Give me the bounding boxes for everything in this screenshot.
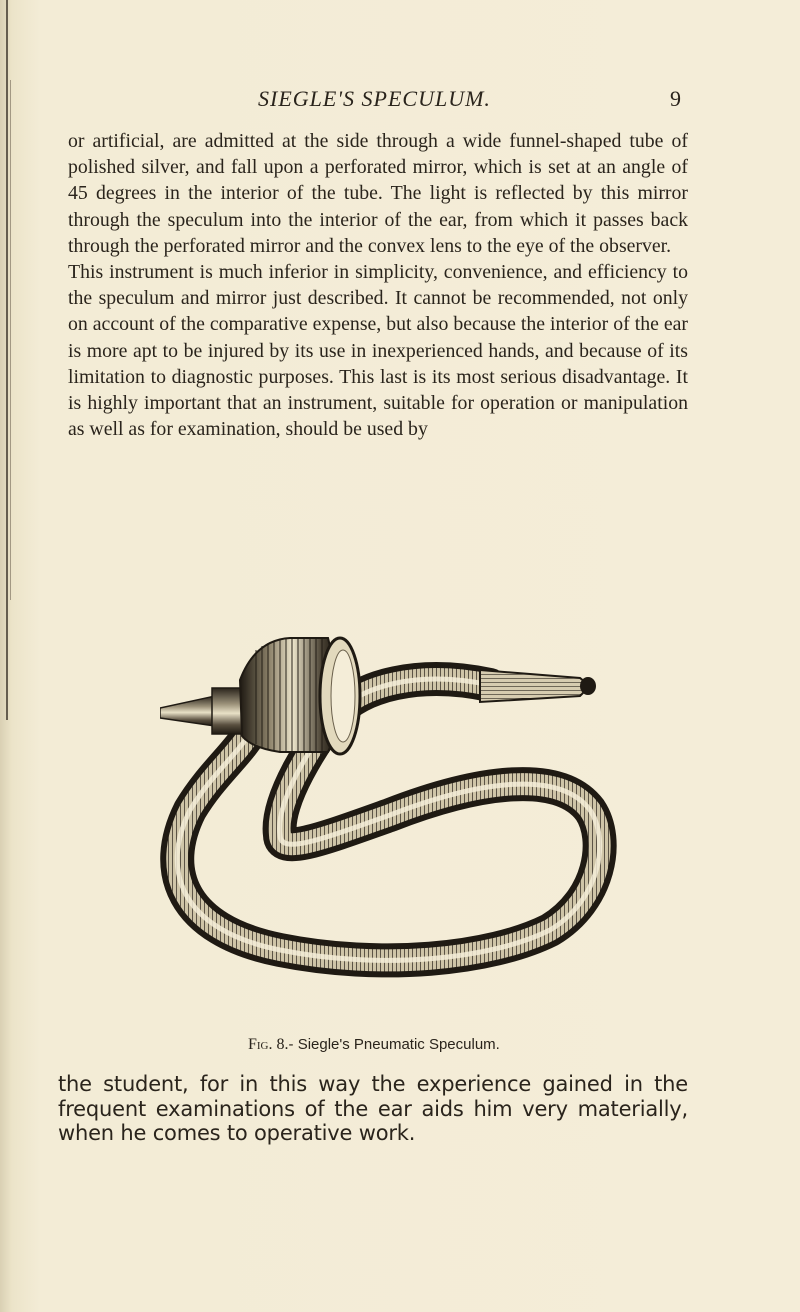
running-title: SIEGLE'S SPECULUM.: [258, 86, 491, 111]
continuation-text: the student, for in this way the experience gained in the frequent examinations of the ear aids him very materially, when he comes to operative work.: [58, 1072, 688, 1145]
paragraph-2: This instrument is much inferior in simplicity, convenience, and efficiency to the speculum and mirror just described. It cannot be recommended, not only on account of the comparative expense, but also because the interior of the ear is more apt to be injured by its use in inexperienced hands, and because of its limitation to diagnostic purposes. This last is its most serious disadvantage. It is highly important that an instrument, suitable for operation or manipulation as well as for examination, should be used by: [68, 261, 688, 441]
paragraph-1: or artificial, are admitted at the side through a wide funnel-shaped tube of polished silver, and fall upon a perforated mirror, which is set at an angle of 45 degrees in the interior of the tube. The light is reflected by this mirror through the speculum into the interior of the ear, from which it passes back through the perforated mirror and the convex lens to the eye of the observer.: [68, 130, 688, 257]
body-text: [68, 128, 688, 442]
tube-end: [480, 670, 596, 702]
speculum-nozzle: [160, 688, 242, 734]
figure-caption: Fig. 8.- Siegle's Pneumatic Speculum.: [248, 1036, 500, 1053]
binding-edge-inner: [10, 80, 11, 600]
pneumatic-speculum-illustration: [160, 630, 630, 1020]
figure-caption-text: Siegle's Pneumatic Speculum.: [297, 1036, 500, 1053]
binding-edge: [6, 0, 8, 720]
page-number: 9: [670, 86, 681, 111]
figure-label: Fig. 8.: [248, 1036, 289, 1053]
speculum-body: [240, 638, 360, 754]
